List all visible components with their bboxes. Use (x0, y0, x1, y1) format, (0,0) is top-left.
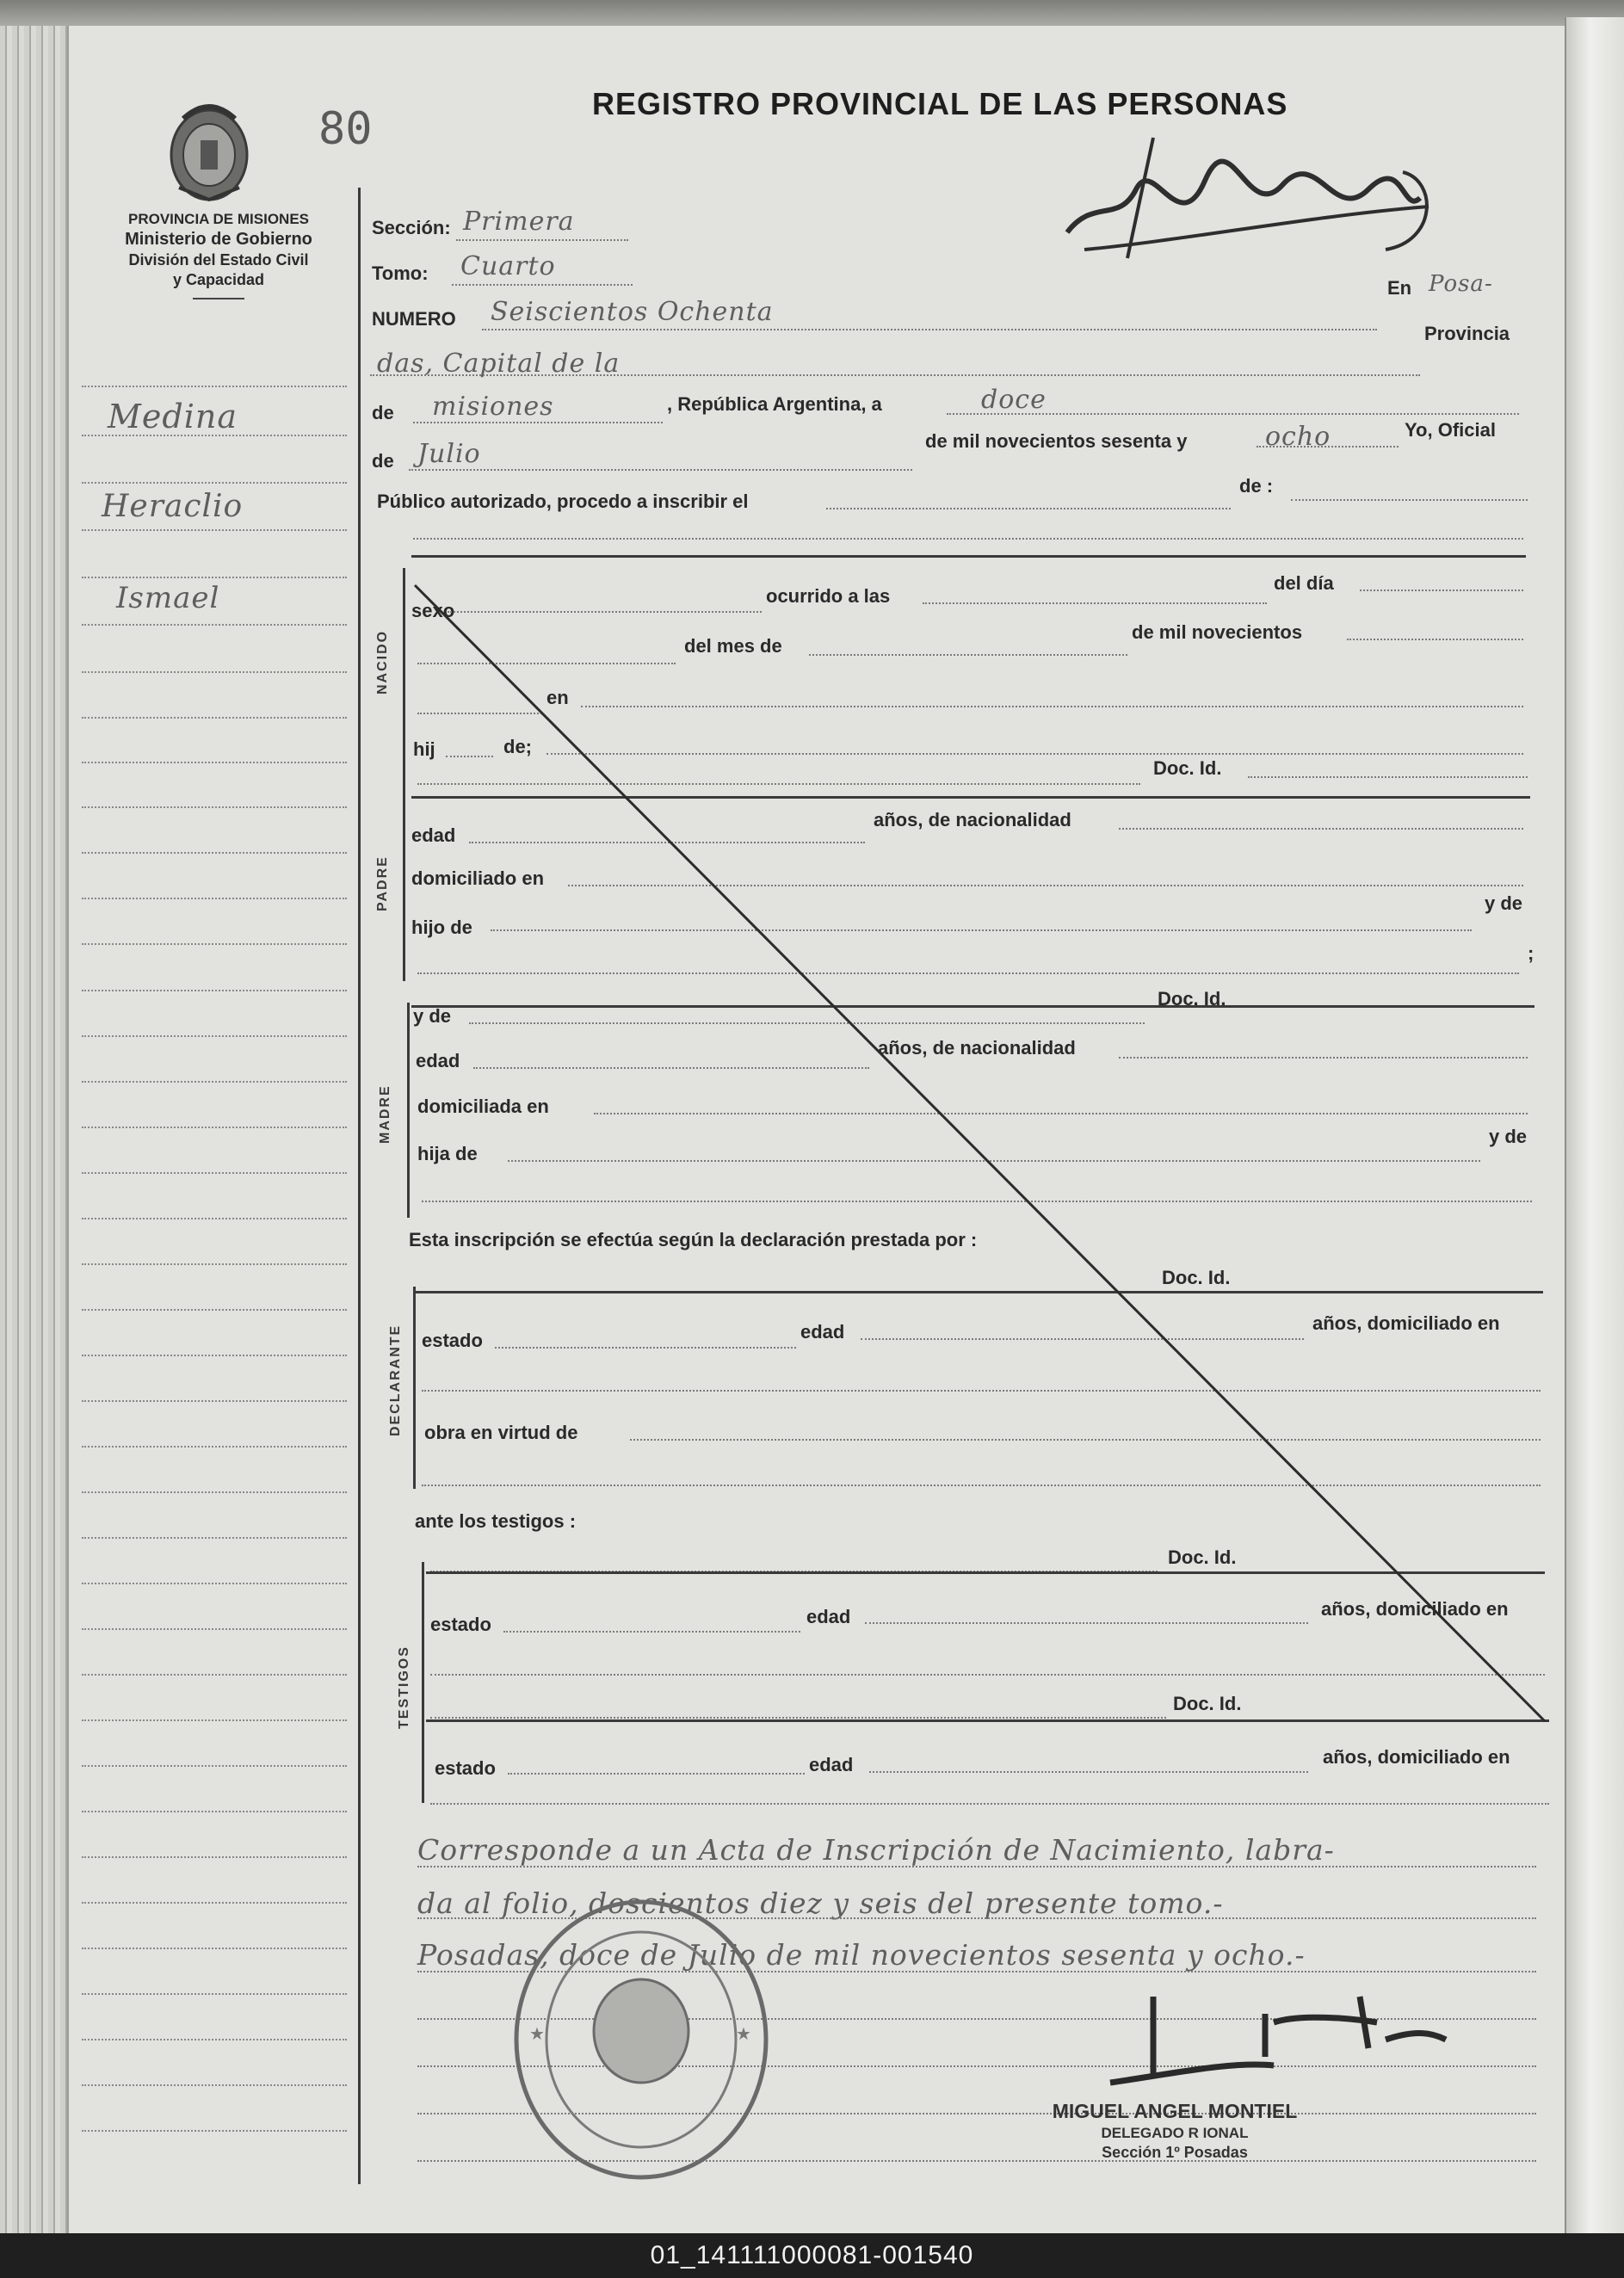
seccion-value: Primera (463, 207, 575, 237)
margin-line (82, 762, 347, 763)
seccion-label: Sección: (372, 217, 451, 238)
madre-edad-label: edad (416, 1050, 460, 1071)
margin-line (82, 624, 347, 626)
margin-line (82, 898, 347, 899)
margin-line (82, 2084, 347, 2086)
mil-label: de mil novecientos sesenta y (925, 430, 1188, 452)
margin-line (82, 1263, 347, 1265)
margin-line (82, 1719, 347, 1721)
en-value: Posa- (1429, 271, 1493, 297)
madre-y-de-label: y de (413, 1005, 452, 1027)
de2-label: de (372, 450, 394, 472)
madre-doc-label: Doc. Id. (1158, 988, 1226, 1009)
testigo1-doc-label: Doc. Id. (1168, 1546, 1237, 1568)
margin-line (82, 1856, 347, 1858)
day-value: doce (981, 385, 1047, 415)
margin-line (82, 386, 347, 387)
officer-block (1020, 2100, 1330, 2162)
margin-divider (358, 188, 361, 2184)
issuer-block (83, 211, 355, 299)
official-seal-stamp (503, 1893, 779, 2186)
padre-semicolon: ; (1528, 942, 1534, 964)
padre-nacionalidad-label: años, de nacionalidad (874, 809, 1071, 830)
annotation-line-3: Posadas, doce de Julio de mil novecientos sesenta y ocho.- (417, 1938, 1306, 1972)
margin-line (82, 943, 347, 945)
ocurrido-label: ocurrido a las (766, 585, 891, 607)
numero-label: NUMERO (372, 308, 456, 330)
mil-novecientos-label: de mil novecientos (1132, 621, 1303, 643)
svg-text:★: ★ (736, 2023, 751, 2044)
page-stack-edges (0, 26, 69, 2233)
issuer-province: PROVINCIA DE MISIONES (127, 211, 309, 227)
margin-line (82, 1355, 347, 1356)
margin-line (82, 1674, 347, 1676)
declaracion-text: Esta inscripción se efectúa según la declaración prestada por : (409, 1229, 978, 1250)
en-label: En (1387, 277, 1412, 299)
province-value: misiones (432, 392, 554, 422)
margin-line (82, 1081, 347, 1083)
officer-section: Sección 1º Posadas (1102, 2144, 1248, 2161)
city-value: das, Capital de la (377, 349, 621, 379)
testigo1-estado-label: estado (430, 1614, 491, 1635)
margin-line (82, 529, 347, 531)
page-number: 80 (318, 103, 373, 155)
margin-line (82, 1218, 347, 1219)
margin-line (82, 717, 347, 719)
numero-value: Seiscientos Ochenta (491, 297, 774, 327)
issuer-ministry: Ministerio de Gobierno (125, 230, 312, 249)
hij-de-label: de; (503, 736, 532, 757)
month-value: Julio (417, 439, 481, 469)
declarante-domicilio-label: años, domiciliado en (1312, 1312, 1500, 1334)
margin-line (82, 1902, 347, 1904)
margin-line (82, 1309, 347, 1311)
margin-line (82, 1446, 347, 1448)
testigo2-domicilio-label: años, domiciliado en (1323, 1746, 1510, 1768)
margin-line (82, 1035, 347, 1037)
madre-hija-de-label: hija de (417, 1143, 478, 1164)
declarante-obra-label: obra en virtud de (424, 1422, 578, 1443)
declarante-doc-label: Doc. Id. (1162, 1267, 1231, 1288)
margin-line (82, 1400, 347, 1402)
margin-line (82, 1948, 347, 1949)
hij-label: hij (413, 738, 435, 760)
nacido-doc-label: Doc. Id. (1153, 757, 1222, 779)
padre-y-de-label: y de (1485, 892, 1523, 914)
coat-of-arms-emblem (162, 93, 256, 205)
madre-nacionalidad-label: años, de nacionalidad (878, 1037, 1076, 1059)
de-colon-label: de : (1239, 475, 1274, 497)
testigo2-doc-label: Doc. Id. (1173, 1693, 1242, 1714)
madre-y-de2-label: y de (1489, 1126, 1528, 1147)
declarante-edad-label: edad (800, 1321, 845, 1343)
officer-title: DELEGADO R IONAL (1101, 2125, 1249, 2141)
margin-line (82, 1628, 347, 1630)
page-title: REGISTRO PROVINCIAL DE LAS PERSONAS (592, 86, 1288, 121)
testigo1-domicilio-label: años, domiciliado en (1321, 1598, 1509, 1620)
annotation-line-1: Corresponde a un Acta de Inscripción de Nacimiento, labra- (417, 1833, 1335, 1867)
annotation-line-2: da al folio, doscientos diez y seis del presente tomo.- (417, 1886, 1224, 1920)
tomo-value: Cuarto (460, 251, 556, 281)
margin-line (82, 671, 347, 673)
margin-line (82, 482, 347, 484)
section-madre: MADRE (378, 1084, 392, 1144)
padre-edad-label: edad (411, 824, 456, 846)
margin-line (82, 1811, 347, 1812)
cancellation-diagonal (404, 577, 1558, 1730)
declarante-estado-label: estado (422, 1330, 483, 1351)
margin-line (82, 577, 347, 578)
margin-line (82, 852, 347, 854)
officer-signature (1102, 1979, 1463, 2100)
svg-text:★: ★ (529, 2023, 545, 2044)
section-testigos: TESTIGOS (397, 1645, 411, 1729)
sexo-label: sexo (411, 600, 455, 621)
image-id-caption: 01_141111000081-001540 (0, 2233, 1624, 2278)
madre-domicilio-label: domiciliada en (417, 1096, 549, 1117)
margin-line (82, 1583, 347, 1584)
margin-line (82, 1491, 347, 1493)
issuer-capacity: y Capacidad (172, 271, 265, 288)
testigo2-estado-label: estado (435, 1757, 496, 1779)
ante-testigos-label: ante los testigos : (415, 1510, 577, 1532)
margin-line (82, 1127, 347, 1128)
margin-surname: Medina (108, 398, 238, 435)
de-label: de (372, 402, 394, 423)
en-place-label: en (546, 687, 569, 708)
margin-line (82, 2039, 347, 2040)
registrar-signature (1059, 120, 1446, 271)
testigo2-edad-label: edad (809, 1754, 854, 1775)
right-page-edge (1565, 17, 1624, 2233)
issuer-division: División del Estado Civil (128, 251, 309, 269)
margin-first-name: Heraclio (102, 489, 244, 524)
margin-second-name: Ismael (116, 581, 220, 615)
padre-domicilio-label: domiciliado en (411, 867, 545, 889)
margin-line (82, 1172, 347, 1174)
margin-line (82, 1537, 347, 1539)
margin-line (82, 806, 347, 808)
testigo1-edad-label: edad (806, 1606, 851, 1627)
margin-line (82, 1993, 347, 1995)
tomo-label: Tomo: (372, 262, 429, 284)
margin-line (82, 2130, 347, 2132)
del-mes-label: del mes de (684, 635, 782, 657)
oficial-label: Yo, Oficial (1405, 419, 1496, 441)
provincia-label: Provincia (1424, 323, 1510, 344)
section-nacido: NACIDO (375, 629, 390, 695)
publico-label: Público autorizado, procedo a inscribir el (377, 491, 749, 512)
section-padre: PADRE (375, 855, 390, 911)
del-dia-label: del día (1274, 572, 1334, 594)
republica-label: , República Argentina, a (667, 393, 882, 415)
officer-name: MIGUEL ANGEL MONTIEL (1052, 2100, 1298, 2122)
padre-hijo-de-label: hijo de (411, 917, 472, 938)
margin-line (82, 990, 347, 991)
section-declarante: DECLARANTE (388, 1324, 403, 1436)
year-value: ocho (1265, 422, 1331, 452)
margin-line (82, 1765, 347, 1767)
